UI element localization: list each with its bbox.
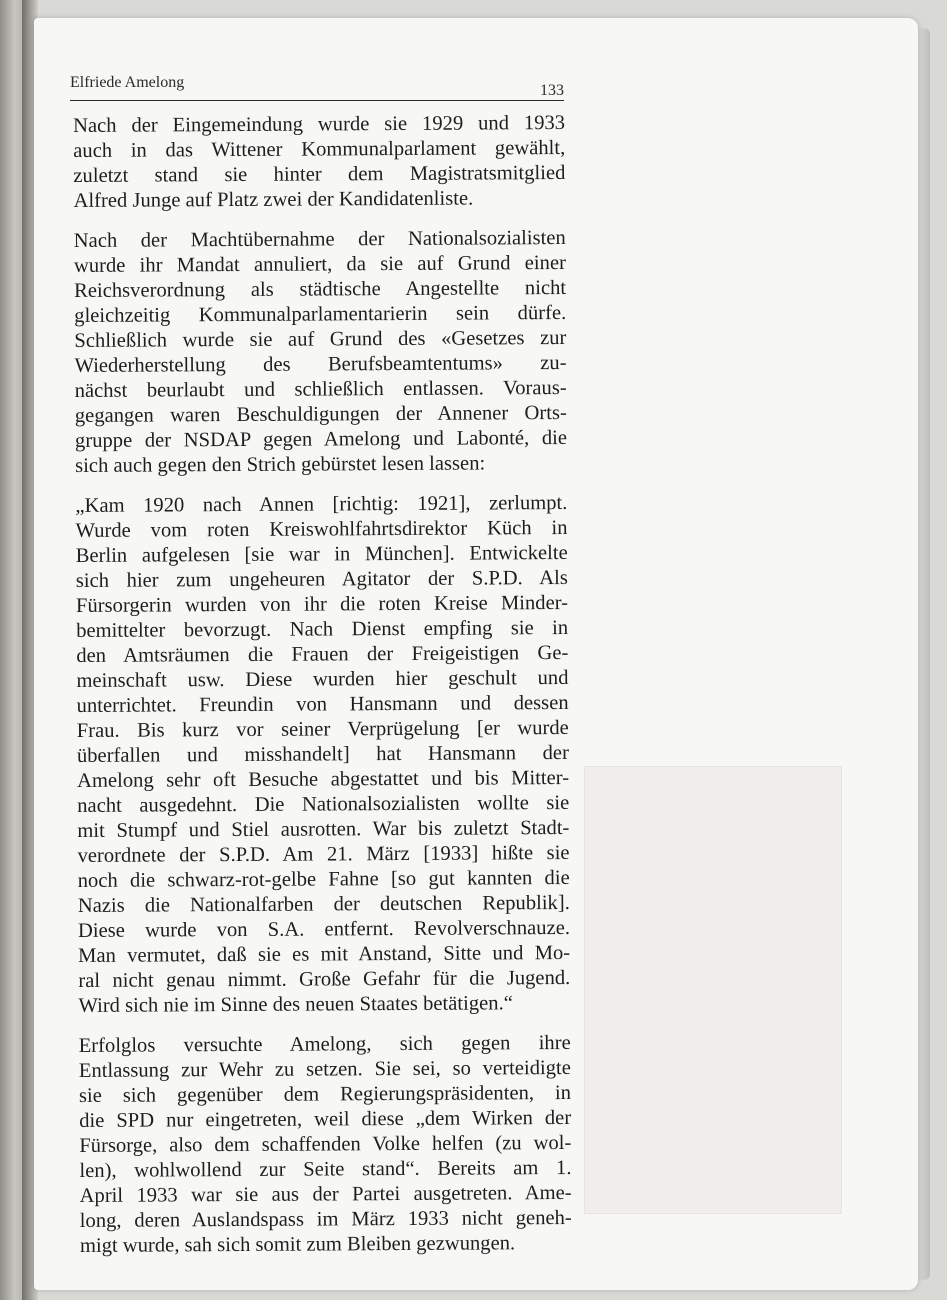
text-line: bemittelter bevorzugt. Nach Dienst empfing sie in — [76, 616, 569, 642]
text-line: Man vermutet, daß sie es mit Anstand, Sitte und Mo- — [78, 941, 571, 967]
text-line: Alfred Junge auf Platz zwei der Kandidatenliste. — [73, 187, 474, 212]
quote-paragraph — [75, 491, 570, 1019]
text-line: April 1933 war sie aus der Partei ausgetreten. Ame- — [79, 1181, 572, 1207]
text-line: die SPD nur eingetreten, weil diese „dem Wirken der — [79, 1106, 572, 1132]
paragraph-4 — [79, 1031, 572, 1259]
text-line: Erfolglos versuchte Amelong, sich gegen ihre — [78, 1031, 571, 1057]
text-line: sich auch gegen den Strich gebürstet lesen lassen: — [75, 452, 486, 477]
text-line: meinschaft usw. Diese wurden hier geschult und — [76, 666, 569, 692]
text-line: überfallen und misshandelt] hat Hansmann der — [76, 741, 569, 767]
text-line: Wird sich nie im Sinne des neuen Staates betätigen.“ — [78, 992, 513, 1017]
paragraph-2 — [74, 226, 568, 479]
text-line: Wiederherstellung des Berufsbeamtentums» zu- — [74, 351, 567, 377]
text-line: auch in das Wittener Kommunalparlament gewählt, — [73, 136, 566, 162]
text-line: noch die schwarz-rot-gelbe Fahne [so gut kannten die — [77, 866, 570, 892]
text-line: Schließlich wurde sie auf Grund des «Gesetzes zur — [74, 326, 567, 352]
text-line: zuletzt stand sie hinter dem Magistratsmitglied — [73, 161, 566, 187]
text-line: nächst beurlaubt und schließlich entlassen. Voraus- — [74, 376, 567, 402]
text-line: Wurde vom roten Kreiswohlfahrtsdirektor Küch in — [75, 516, 568, 542]
text-line: long, deren Auslandspass im März 1933 nicht geneh- — [79, 1206, 572, 1232]
text-line: Frau. Bis kurz vor seiner Verprügelung [er wurde — [76, 716, 569, 742]
text-line: sich hier zum ungeheuren Agitator der S.P.D. Als — [75, 566, 568, 592]
page-number: 133 — [540, 82, 564, 99]
text-line: gegangen waren Beschuldigungen der Annener Orts- — [74, 401, 567, 427]
header-author: Elfriede Amelong — [70, 74, 185, 91]
text-line: gleichzeitig Kommunalparlamentarierin sein dürfe. — [74, 301, 567, 327]
text-line: nacht ausgedehnt. Die Nationalsozialisten wollte sie — [77, 791, 570, 817]
text-line: Berlin aufgelesen [sie war in München]. Entwickelte — [75, 541, 568, 567]
text-line: Nach der Machtübernahme der Nationalsozialisten — [73, 226, 566, 252]
text-line: unterrichtet. Freundin von Hansmann und dessen — [76, 691, 569, 717]
text-line: „Kam 1920 nach Annen [richtig: 1921], zerlumpt. — [75, 491, 568, 517]
text-line: den Amtsräumen die Frauen der Freigeistigen Ge- — [76, 641, 569, 667]
text-line: wurde ihr Mandat annuliert, da sie auf Grund einer — [73, 251, 566, 277]
text-line: Diese wurde von S.A. entfernt. Revolverschnauze. — [77, 916, 571, 942]
text-line: mit Stumpf und Stiel ausrotten. War bis zuletzt Stadt- — [77, 816, 570, 842]
text-line: Nazis die Nationalfarben der deutschen Republik]. — [77, 891, 570, 917]
show-through-image — [584, 766, 842, 1214]
body-text — [73, 111, 572, 1274]
text-line: sie sich gegenüber dem Regierungspräsidenten, in — [78, 1081, 572, 1107]
text-line: ral nicht genau nimmt. Große Gefahr für die Jugend. — [78, 966, 571, 992]
paragraph-1 — [73, 111, 566, 214]
text-line: Reichsverordnung als städtische Angestellte nicht — [74, 276, 567, 302]
text-line: Fürsorge, also dem schaffenden Volke helfen (zu wol- — [79, 1131, 572, 1157]
text-line: Fürsorgerin wurden von ihr die roten Kreise Minder- — [75, 591, 569, 617]
text-line: Amelong sehr oft Besuche abgestattet und bis Mitter- — [77, 766, 570, 792]
text-line: verordnete der S.P.D. Am 21. März [1933] hißte sie — [77, 841, 570, 867]
text-line: len), wohlwollend zur Seite stand“. Bereits am 1. — [79, 1156, 572, 1182]
text-line: Nach der Eingemeindung wurde sie 1929 und 1933 — [73, 111, 566, 137]
running-header — [70, 74, 564, 101]
text-line: Entlassung zur Wehr zu setzen. Sie sei, so verteidigte — [78, 1056, 571, 1082]
text-line: migt wurde, sah sich somit zum Bleiben gezwungen. — [79, 1232, 516, 1257]
text-line: gruppe der NSDAP gegen Amelong und Labonté, die — [74, 426, 568, 452]
